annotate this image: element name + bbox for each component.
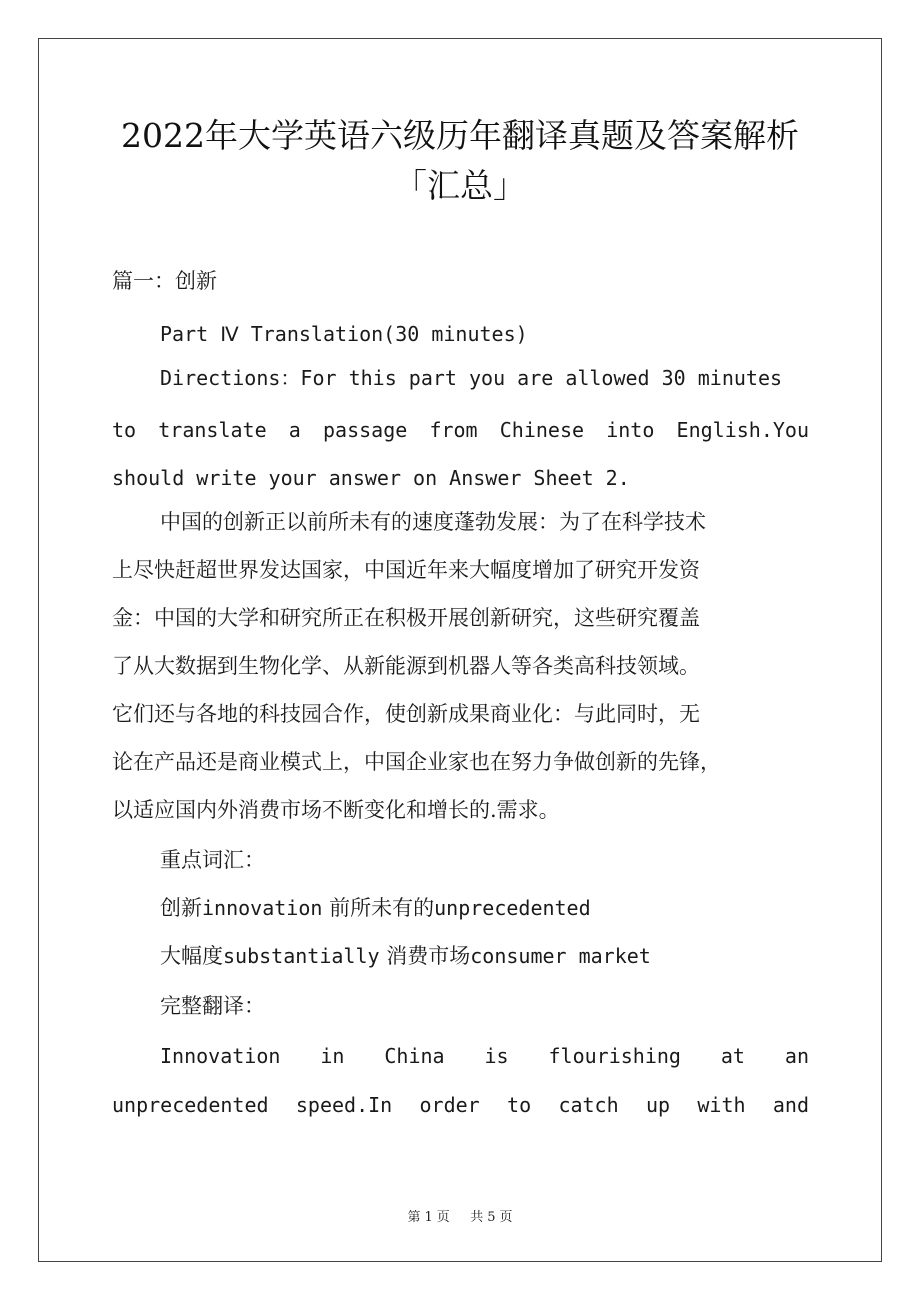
- vocab-row-2: [160, 942, 651, 970]
- page-label: 第 1 页: [407, 1210, 450, 1225]
- total-pages: 5: [487, 1210, 496, 1225]
- translation-line-1: [160, 1042, 809, 1070]
- directions-line-2: [112, 416, 809, 444]
- chinese-passage-line-2: 上尽快赶超世界发达国家，中国近年来大幅度增加了研究开发资: [112, 558, 700, 582]
- chinese-passage-line-5: 它们还与各地的科技园合作，使创新成果商业化：与此同时，无: [112, 702, 700, 726]
- page-border: [38, 38, 882, 1262]
- word: unprecedented: [112, 1093, 269, 1117]
- part-line: Part Ⅳ Translation(30 minutes): [160, 322, 528, 346]
- word: passage: [322, 418, 408, 442]
- document-title-line-2: 「汇总」: [394, 166, 526, 205]
- total-pages-label: 共 5 页: [470, 1210, 513, 1225]
- word: from: [429, 418, 478, 442]
- translation-line-2: [112, 1091, 809, 1119]
- vocab-zh: 大幅度: [160, 944, 223, 968]
- chinese-passage-line-7: 以适应国内外消费市场不断变化和增长的.需求。: [112, 798, 560, 822]
- word: flourishing: [548, 1044, 681, 1068]
- vocab-en: innovation: [202, 896, 323, 920]
- directions-line-1: Directions：For this part you are allowed 30 minutes: [160, 366, 783, 390]
- word: speed.In: [295, 1093, 393, 1117]
- word: into: [606, 418, 655, 442]
- chinese-passage-line-1: 中国的创新正以前所未有的速度蓬勃发展：为了在科学技术: [160, 510, 706, 534]
- vocab-en: unprecedented: [434, 896, 591, 920]
- word: to: [112, 418, 137, 442]
- word: Innovation: [160, 1044, 281, 1068]
- chinese-passage-line-3: 金：中国的大学和研究所正在积极开展创新研究，这些研究覆盖: [112, 606, 700, 630]
- chinese-passage-line-4: 了从大数据到生物化学、从新能源到机器人等各类高科技领域。: [112, 654, 700, 678]
- page-number: 1: [424, 1210, 433, 1225]
- word: China: [384, 1044, 445, 1068]
- word: order: [419, 1093, 480, 1117]
- word: an: [784, 1044, 809, 1068]
- page-footer: [0, 1206, 920, 1225]
- word: in: [320, 1044, 345, 1068]
- word: catch: [558, 1093, 619, 1117]
- vocab-zh: 消费市场: [386, 944, 471, 968]
- word: and: [772, 1093, 809, 1117]
- word: is: [484, 1044, 509, 1068]
- word: with: [697, 1093, 746, 1117]
- vocab-heading: 重点词汇：: [160, 848, 265, 872]
- word: to: [507, 1093, 532, 1117]
- vocab-zh: 创新: [160, 896, 202, 920]
- word: English.You: [676, 418, 809, 442]
- full-translation-heading: 完整翻译：: [160, 994, 265, 1018]
- vocab-zh: 前所未有的: [329, 896, 435, 920]
- word: up: [645, 1093, 671, 1117]
- directions-line-3: should write your answer on Answer Sheet 2.: [112, 466, 630, 490]
- document-title-line-1: 2022年大学英语六级历年翻译真题及答案解析: [121, 116, 799, 155]
- vocab-en: consumer market: [470, 944, 651, 968]
- word: Chinese: [499, 418, 585, 442]
- word: translate: [158, 418, 267, 442]
- section-heading: 篇一：创新: [112, 269, 217, 293]
- chinese-passage-line-6: 论在产品还是商业模式上，中国企业家也在努力争做创新的先锋，: [112, 750, 721, 774]
- word: at: [720, 1044, 745, 1068]
- vocab-en: substantially: [223, 944, 380, 968]
- word: a: [288, 418, 301, 442]
- vocab-row-1: [160, 894, 591, 922]
